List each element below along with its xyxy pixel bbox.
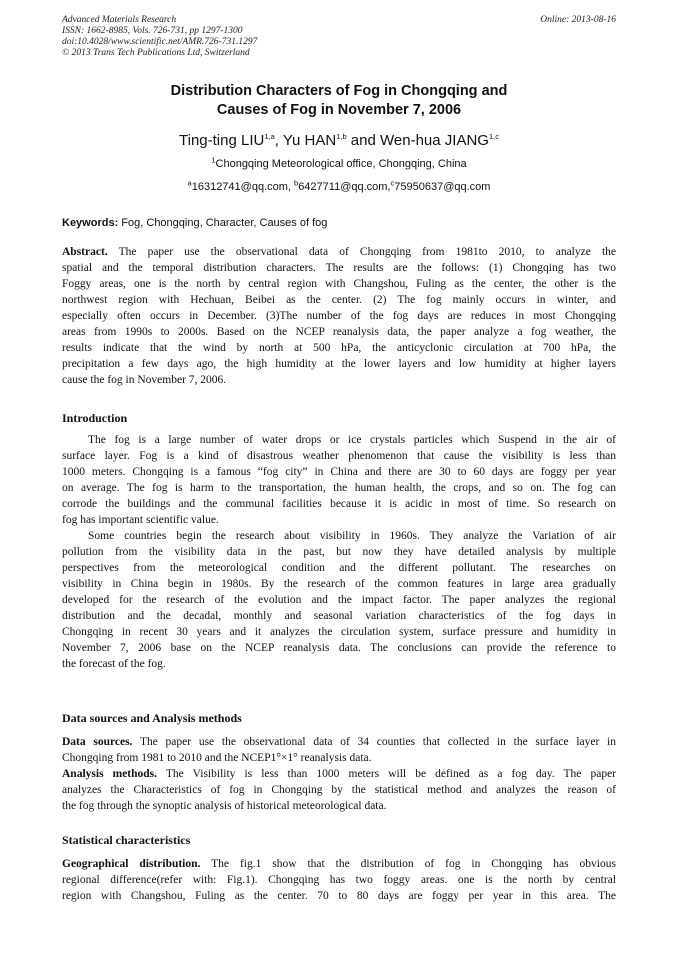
journal-name: Advanced Materials Research	[62, 15, 177, 25]
email-a-sup: a	[187, 178, 192, 188]
introduction-heading: Introduction	[62, 411, 128, 425]
data-sources-paragraph	[62, 734, 616, 766]
intro-line: Some countries begin the research about visibility in 1960s. They analyze the Variation of air	[88, 530, 616, 542]
abstract-label: Abstract.	[62, 246, 108, 258]
intro-line: perspectives from the meteorological condition and the different pollutant. The researches on	[62, 562, 616, 574]
intro-line: the forecast of the fog.	[62, 658, 166, 670]
intro-line: distribution and the decadal, monthly and seasonal variation characteristics of the fog days in	[62, 610, 616, 622]
intro-line: 1000 meters. Chongqing is a famous “fog city” in China and there are 30 to 60 days are foggy per year	[62, 466, 616, 478]
intro-line: fog has important scientific value.	[62, 514, 219, 526]
author-3-sup: 1,c	[488, 132, 499, 141]
intro-paragraph-2	[62, 528, 616, 672]
affiliation-text: Chongqing Meteorological office, Chongqing, China	[215, 158, 467, 170]
author-1: Ting-ting LIU	[179, 132, 265, 149]
intro-line: surface layer. Fog is a kind of disastrous weather phenomenon that cause the visibility is less than	[62, 450, 616, 462]
geographical-line: region with Changshou, Fuling as the center. 70 to 80 days are foggy per year in this area. The	[62, 890, 616, 902]
affiliation-sup: 1	[211, 155, 216, 165]
copyright-line: © 2013 Trans Tech Publications Ltd, Switzerland	[62, 48, 250, 58]
intro-line: on average. The fog is harm to the transportation, the human health, the crops, and so on. The fog can	[62, 482, 616, 494]
abstract-paragraph	[62, 244, 616, 388]
data-sources-line: Chongqing from 1981 to 2010 and the NCEP1°×1° reanalysis data.	[62, 752, 372, 764]
title-line-1: Distribution Characters of Fog in Chongqing and	[170, 83, 508, 99]
statistical-body	[62, 856, 616, 904]
abstract	[62, 244, 616, 388]
intro-line: visibility in China begin in 1980s. By the research of the common features in large area gradually	[62, 578, 616, 590]
abstract-line: cause the fog in November 7, 2006.	[62, 374, 227, 386]
author-2-sup: 1,b	[336, 132, 347, 141]
email-list	[62, 180, 616, 194]
abstract-line: spatial and the temporal distribution characters. The results are the follows: (1) Chongqing has two	[62, 262, 616, 274]
author-and: and	[346, 132, 381, 149]
intro-line: corrode the buildings and the communal facilities because it is acidic in most of time. So research on	[62, 498, 616, 510]
email-b[interactable]: 6427711@qq.com,	[298, 181, 391, 193]
email-c-sup: c	[390, 178, 395, 188]
data-sources-heading: Data sources and Analysis methods	[62, 711, 242, 725]
email-a[interactable]: 16312741@qq.com,	[191, 181, 295, 193]
intro-paragraph-1	[62, 432, 616, 528]
introduction-body	[62, 432, 616, 672]
geographical-distribution-label: Geographical distribution.	[62, 858, 201, 870]
analysis-methods-line: analyzes the Characteristics of fog in Chongqing by the statistical method and analyzes the reason of	[62, 784, 616, 796]
email-c[interactable]: 75950637@qq.com	[394, 181, 491, 193]
email-b-sup: b	[294, 178, 299, 188]
analysis-methods-line: The Visibility is less than 1000 meters will be defined as a fog day. The paper	[157, 768, 617, 780]
abstract-line: precipitation a few days ago, the high humidity at the lower layers and low humidity at higher layers	[62, 358, 616, 370]
keywords-text: Fog, Chongqing, Character, Causes of fog	[118, 217, 328, 229]
intro-line: developed for the research of the evolution and the impact factor. The paper analyzes the regional	[62, 594, 616, 606]
intro-line: pollution from the visibility data in the past, but now they have detailed analysis by multiple	[62, 546, 616, 558]
abstract-line: especially often occurs in December. (3)The number of the fog days are reduces in most Chongqing	[62, 310, 616, 322]
geographical-line: The fig.1 show that the distribution of fog in Chongqing has obvious	[200, 858, 616, 870]
keywords	[62, 216, 616, 230]
data-sources-line: The paper use the observational data of 34 counties that collected in the surface layer in	[132, 736, 616, 748]
geographical-distribution-paragraph	[62, 856, 616, 904]
author-3: Wen-hua JIANG	[380, 132, 489, 149]
author-list: Ting-ting LIU$^{1,a}$, Yu HAN$^{1,b}$ and Wen-hua JIANG$^{1,c}$	[179, 132, 499, 149]
intro-line: November 7, 2006 base on the NCEP reanalysis data. The conclusions can provide the reference to	[62, 642, 616, 654]
issn-line: ISSN: 1662-8985, Vols. 726-731, pp 1297-1300	[62, 26, 243, 36]
intro-line: The fog is a large number of water drops or ice crystals particles which Suspend in the air of	[88, 434, 616, 446]
geographical-line: regional difference(refer with: Fig.1). Chongqing has two foggy areas. one is the north by central	[62, 874, 616, 886]
online-date-text: Online: 2013-08-16	[540, 15, 616, 25]
abstract-line: The paper use the observational data of Chongqing from 1981to 2010, to analyze the	[107, 246, 616, 258]
paper-title	[62, 82, 616, 120]
journal-header	[62, 15, 482, 59]
analysis-methods-label: Analysis methods.	[62, 768, 158, 780]
data-sources-label: Data sources.	[62, 736, 133, 748]
abstract-line: Foggy areas, one is the north by central region with Changshou, Fuling as the center, the other is the	[62, 278, 616, 290]
abstract-line: results indicate that the wind by north at 500 hPa, the anticyclonic circulation at 700 hPa, the	[62, 342, 616, 354]
title-line-2: Causes of Fog in November 7, 2006	[216, 102, 462, 118]
abstract-line: northwest region with Hechuan, Beibei as the center. (2) The fog mainly occurs in winter, and	[62, 294, 616, 306]
abstract-line: areas from 1990s to 2000s. Based on the NCEP reanalysis data, the paper analyze a fog weather, the	[62, 326, 616, 338]
author-2: Yu HAN	[282, 132, 337, 149]
analysis-methods-line: the fog through the synoptic analysis of historical meteorological data.	[62, 800, 387, 812]
affiliation	[62, 157, 616, 171]
intro-line: Chongqing in recent 30 years and it analyzes the circulation system, surface pressure and humidity in	[62, 626, 616, 638]
author-1-sup: 1,a	[264, 132, 275, 141]
online-date	[540, 15, 616, 26]
analysis-methods-paragraph	[62, 766, 616, 814]
doi-line[interactable]: doi:10.4028/www.scientific.net/AMR.726-731.1297	[62, 37, 258, 47]
keywords-label: Keywords:	[62, 217, 119, 229]
statistical-heading: Statistical characteristics	[62, 833, 191, 847]
data-sources-body	[62, 734, 616, 814]
